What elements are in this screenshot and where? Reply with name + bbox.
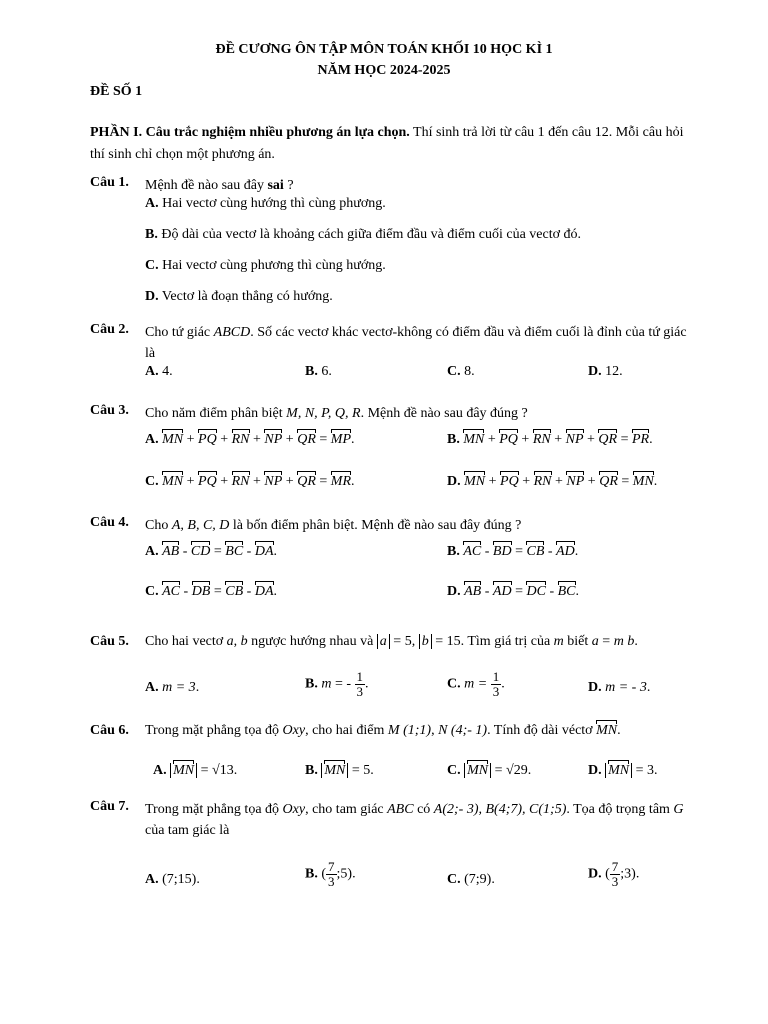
option-letter: D. <box>588 866 602 882</box>
option-text: = 5 <box>351 763 371 778</box>
q1-stem-text: Mệnh đề nào sau đây <box>145 178 268 193</box>
q2-stem <box>145 322 695 364</box>
q4-points: A, B, C, D <box>171 518 230 533</box>
q3-label: Câu 3. <box>90 403 129 418</box>
q2-option-d[interactable]: D. 12. <box>588 364 623 379</box>
q1-stem-end: ? <box>283 178 294 193</box>
q5-option-d[interactable]: D. m = - 3. <box>588 680 651 695</box>
option-letter: A. <box>145 196 159 211</box>
q1-label: Câu 1. <box>90 175 129 190</box>
q6-point-m: M (1;1) <box>387 723 432 738</box>
part1-instructions: Thí sinh trả lời từ câu 1 đến câu 12. Mỗi câu hỏi thí sinh chỉ chọn một phương án. <box>90 125 684 162</box>
q2-option-a[interactable]: A. 4. <box>145 364 173 379</box>
q1-option-c[interactable] <box>145 258 386 274</box>
q3-option-d[interactable]: D. MN + PQ + RN + NP + QR = MN. <box>447 474 658 489</box>
q7-stem <box>145 799 695 841</box>
option-letter: B. <box>447 544 460 559</box>
q4-stem-end: là bốn điểm phân biệt. Mệnh đề nào sau đây đúng ? <box>229 518 522 533</box>
q6-option-b[interactable]: B. MN = 5. <box>305 763 374 778</box>
q5-stem: Cho hai vectơ a, b ngược hướng nhau và a = 5, b = 15. Tìm giá trị của m biết a = m b. <box>145 634 638 649</box>
q2-option-b[interactable]: B. 6. <box>305 364 332 379</box>
q1-option-b[interactable] <box>145 227 581 243</box>
option-text: m = <box>464 676 488 692</box>
option-letter: C. <box>447 676 461 692</box>
option-letter: B. <box>305 763 318 778</box>
option-text: 6 <box>321 364 329 379</box>
q5-variable: m <box>553 634 564 649</box>
option-text: 8 <box>464 364 472 379</box>
option-text: Hai vectơ cùng phương thì cùng hướng. <box>162 258 386 273</box>
q3-stem <box>145 403 695 424</box>
q1-stem-emph: sai <box>267 178 284 193</box>
q6-label: Câu 6. <box>90 723 129 738</box>
option-text: = √13 <box>200 763 234 778</box>
q4-option-c[interactable]: C. AC - DB = CB - DA. <box>145 584 277 599</box>
option-text: = √29 <box>494 763 528 778</box>
option-letter: C. <box>447 364 461 379</box>
option-text: Hai vectơ cùng hướng thì cùng phương. <box>162 196 386 211</box>
q7-centroid: G <box>673 802 684 817</box>
q3-option-a[interactable]: A. MN + PQ + RN + NP + QR = MP. <box>145 432 355 447</box>
exam-number: ĐỀ SỐ 1 <box>90 84 143 99</box>
q7-option-b[interactable]: B. ( $\frac{7}{3}$ ;5). <box>305 859 356 889</box>
q7-stem-end: . Tọa độ trọng tâm <box>566 802 674 817</box>
q5-stem-mid: ngược hướng nhau và <box>247 634 377 649</box>
option-letter: A. <box>153 763 167 778</box>
q7-stem-mid2: có <box>413 802 434 817</box>
q7-triangle: ABC <box>387 802 414 817</box>
option-text: Vectơ là đoạn thẳng có hướng. <box>161 289 333 304</box>
q6-option-c[interactable]: C. MN = √29. <box>447 763 532 778</box>
option-letter: A. <box>145 432 159 447</box>
part1-intro <box>90 122 695 166</box>
q6-stem-text: Trong mặt phẳng tọa độ <box>145 723 283 738</box>
option-letter: B. <box>447 432 460 447</box>
school-year: NĂM HỌC 2024-2025 <box>317 63 451 78</box>
option-letter: D. <box>588 763 602 778</box>
option-text: 12 <box>605 364 620 379</box>
option-text: m = 3 <box>162 680 196 695</box>
q3-stem-text: Cho năm điểm phân biệt <box>145 406 287 421</box>
option-letter: C. <box>447 872 461 887</box>
q5-stem-end: biết <box>563 634 592 649</box>
option-text: (7;15) <box>162 872 197 887</box>
option-letter: A. <box>145 364 159 379</box>
option-letter: D. <box>588 364 602 379</box>
q6-stem: Trong mặt phẳng tọa độ Oxy, cho hai điểm M (1;1), N (4;- 1). Tính độ dài véctơ MN. <box>145 723 621 738</box>
q4-option-b[interactable]: B. AC - BD = CB - AD. <box>447 544 579 559</box>
option-letter: D. <box>588 680 602 695</box>
q5-option-a[interactable]: A. m = 3. <box>145 680 200 695</box>
q4-option-a[interactable]: A. AB - CD = BC - DA. <box>145 544 277 559</box>
q5-label: Câu 5. <box>90 634 129 649</box>
option-letter: B. <box>145 227 158 242</box>
option-letter: D. <box>145 289 159 304</box>
option-letter: D. <box>447 474 461 489</box>
q5-option-c[interactable]: C. m = $\frac{1}{3}$ . <box>447 669 505 699</box>
q7-option-d[interactable]: D. ( $\frac{7}{3}$ ;3). <box>588 859 640 889</box>
q2-option-c[interactable]: C. 8. <box>447 364 475 379</box>
q3-option-b[interactable]: B. MN + PQ + RN + NP + QR = PR. <box>447 432 653 447</box>
option-letter: C. <box>145 584 159 599</box>
part1-heading: PHẦN I. Câu trắc nghiệm nhiều phương án lựa chọn. <box>90 125 410 140</box>
q3-option-c[interactable]: C. MN + PQ + RN + NP + QR = MR. <box>145 474 355 489</box>
option-letter: D. <box>447 584 461 599</box>
option-letter: A. <box>145 680 159 695</box>
q1-stem <box>145 175 695 196</box>
q2-label: Câu 2. <box>90 322 129 337</box>
q5-option-b[interactable]: B. m = - $\frac{1}{3}$ . <box>305 669 369 699</box>
option-letter: B. <box>305 676 318 692</box>
option-text: Độ dài của vectơ là khoảng cách giữa điểm đầu và điểm cuối của vectơ đó. <box>161 227 582 242</box>
q7-label: Câu 7. <box>90 799 129 814</box>
q6-oxy: Oxy <box>282 723 306 738</box>
q3-points: M, N, P, Q, R <box>286 406 361 421</box>
q6-stem-end: . Tính độ dài véctơ <box>487 723 597 738</box>
q2-quadrilateral: ABCD <box>213 325 251 340</box>
option-letter: B. <box>305 364 318 379</box>
q7-vertices: A(2;- 3), B(4;7), C(1;5) <box>433 802 567 817</box>
option-letter: B. <box>305 866 318 882</box>
document-title: ĐỀ CƯƠNG ÔN TẬP MÔN TOÁN KHỐI 10 HỌC KÌ 1 <box>215 42 553 57</box>
q7-stem-mid: , cho tam giác <box>305 802 388 817</box>
option-letter: A. <box>145 872 159 887</box>
option-text: m = - 3 <box>605 680 647 695</box>
option-text: = 3 <box>635 763 655 778</box>
q1-option-d[interactable] <box>145 289 333 305</box>
q7-stem-text: Trong mặt phẳng tọa độ <box>145 802 283 817</box>
option-letter: C. <box>145 258 159 273</box>
q2-stem-end: . Số các vectơ khác vectơ-không có điểm đầu và điểm cuối là đỉnh của tứ giác là <box>145 325 687 361</box>
q4-option-d[interactable]: D. AB - AD = DC - BC. <box>447 584 579 599</box>
q1-option-a[interactable] <box>145 196 386 212</box>
q6-stem-mid: , cho hai điểm <box>305 723 388 738</box>
q2-stem-text: Cho tứ giác <box>145 325 214 340</box>
q7-option-c[interactable]: C. (7;9). <box>447 872 495 887</box>
q3-stem-end: . Mệnh đề nào sau đây đúng ? <box>360 406 528 421</box>
q7-oxy: Oxy <box>282 802 306 817</box>
option-text: (7;9) <box>464 872 492 887</box>
option-letter: C. <box>145 474 159 489</box>
option-text: 4 <box>162 364 170 379</box>
q5-stem-mid2: . Tìm giá trị của <box>460 634 554 649</box>
q4-label: Câu 4. <box>90 515 129 530</box>
q7-stem-end2: của tam giác là <box>145 823 230 838</box>
q7-option-a[interactable]: A. (7;15). <box>145 872 200 887</box>
option-letter: A. <box>145 544 159 559</box>
q5-stem-text: Cho hai vectơ <box>145 634 227 649</box>
q6-option-d[interactable]: D. MN = 3. <box>588 763 658 778</box>
option-letter: C. <box>447 763 461 778</box>
q6-option-a[interactable]: A. MN = √13. <box>153 763 238 778</box>
q4-stem <box>145 515 695 536</box>
q4-stem-text: Cho <box>145 518 172 533</box>
q6-point-n: N (4;- 1) <box>438 723 488 738</box>
